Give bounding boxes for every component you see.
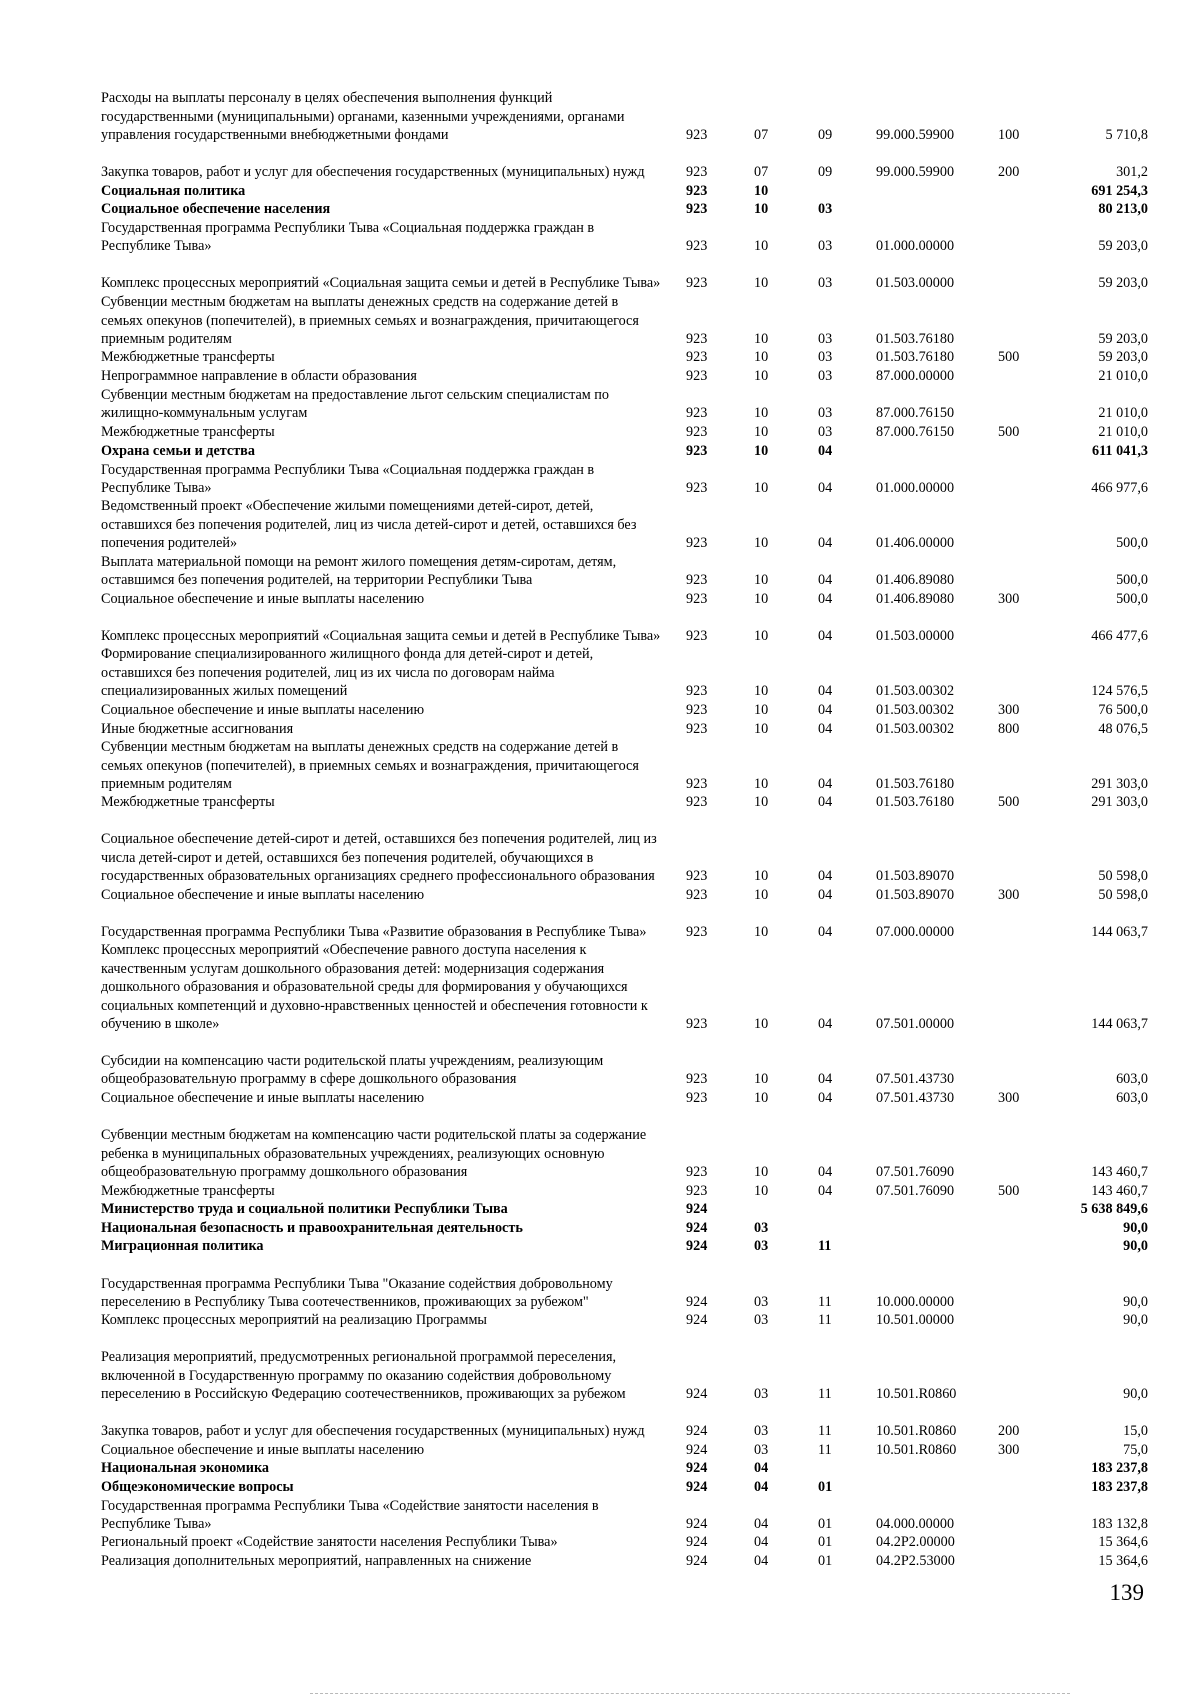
cell-target-article: 01.406.89080 [876,591,955,608]
cell-amount: 50 598,0 [1098,887,1148,904]
cell-amount: 466 477,6 [1091,628,1148,645]
cell-subsection-code: 03 [818,331,833,348]
cell-expense-type: 300 [998,887,1020,904]
cell-subsection-code: 03 [818,368,833,385]
cell-subsection-code: 04 [818,1090,833,1107]
cell-section-code: 10 [754,331,769,348]
cell-subsection-code: 04 [818,1016,833,1033]
cell-admin-code: 923 [686,1090,708,1107]
cell-section-code: 10 [754,405,769,422]
cell-amount: 143 460,7 [1091,1164,1148,1181]
cell-admin-code: 923 [686,868,708,885]
cell-admin-code: 924 [686,1479,708,1496]
cell-subsection-code: 11 [818,1294,832,1311]
cell-amount: 183 237,8 [1091,1479,1148,1496]
cell-amount: 59 203,0 [1098,275,1148,292]
row-description: Комплекс процессных мероприятий «Социальная защита семьи и детей в Республике Тыва» [101,628,661,645]
row-description: Национальная безопасность и правоохранительная деятельность [101,1220,523,1237]
cell-amount: 301,2 [1116,164,1148,181]
row-description: Комплекс процессных мероприятий на реализацию Программы [101,1312,487,1329]
cell-section-code: 03 [754,1442,769,1459]
cell-target-article: 01.503.00000 [876,275,955,292]
cell-target-article: 04.000.00000 [876,1516,955,1533]
row-description: Субвенции местным бюджетам на компенсацию части родительской платы за содержание ребенка в муниципальных образовательных учреждениях, реализующих основную общеобразовательную программу дошкольного образования [101,1127,647,1181]
cell-subsection-code: 11 [818,1238,832,1255]
cell-subsection-code: 03 [818,238,833,255]
cell-admin-code: 923 [686,480,708,497]
cell-amount: 48 076,5 [1098,721,1148,738]
row-description: Субвенции местным бюджетам на выплаты денежных средств на содержание детей в семьях опекунов (попечителей), в приемных семьях и вознаграждения, причитающегося приемным родителям [101,294,639,348]
row-description: Социальное обеспечение и иные выплаты населению [101,702,425,719]
cell-section-code: 10 [754,480,769,497]
cell-section-code: 10 [754,275,769,292]
cell-subsection-code: 01 [818,1553,833,1570]
cell-target-article: 01.503.00000 [876,628,955,645]
cell-target-article: 04.2P2.53000 [876,1553,955,1570]
cell-amount: 59 203,0 [1098,349,1148,366]
cell-subsection-code: 04 [818,794,833,811]
cell-subsection-code: 11 [818,1423,832,1440]
cell-admin-code: 923 [686,572,708,589]
cell-subsection-code: 04 [818,868,833,885]
page-number: 139 [1109,1580,1144,1605]
cell-subsection-code: 04 [818,1071,833,1088]
cell-amount: 603,0 [1116,1071,1148,1088]
cell-amount: 691 254,3 [1091,183,1148,200]
cell-admin-code: 924 [686,1220,708,1237]
row-description: Межбюджетные трансферты [101,1183,275,1200]
cell-admin-code: 923 [686,424,708,441]
cell-target-article: 01.406.89080 [876,572,955,589]
cell-target-article: 01.503.89070 [876,887,955,904]
cell-admin-code: 923 [686,368,708,385]
cell-section-code: 10 [754,368,769,385]
cell-admin-code: 924 [686,1534,708,1551]
cell-target-article: 01.000.00000 [876,480,955,497]
row-description: Социальное обеспечение и иные выплаты населению [101,1090,425,1107]
cell-amount: 90,0 [1123,1294,1148,1311]
cell-admin-code: 923 [686,238,708,255]
cell-amount: 291 303,0 [1091,794,1148,811]
cell-target-article: 01.503.89070 [876,868,955,885]
cell-target-article: 10.501.00000 [876,1312,955,1329]
cell-amount: 90,0 [1123,1238,1148,1255]
cell-subsection-code: 04 [818,591,833,608]
cell-target-article: 10.501.R0860 [876,1442,957,1459]
cell-admin-code: 923 [686,1164,708,1181]
cell-section-code: 10 [754,868,769,885]
row-description: Реализация мероприятий, предусмотренных региональной программой переселения, включенной в Государственную программу по оказанию содействия добровольному переселению в Российскую Федерацию соотечественников, проживающих за рубежом [101,1349,626,1403]
cell-amount: 603,0 [1116,1090,1148,1107]
cell-amount: 75,0 [1123,1442,1148,1459]
cell-section-code: 10 [754,1071,769,1088]
cell-section-code: 10 [754,683,769,700]
cell-section-code: 03 [754,1386,769,1403]
row-description: Расходы на выплаты персоналу в целях обеспечения выполнения функций государственными (муниципальными) органами, казенными учреждениями, органами управления государственными внебюджетными фондами [101,90,625,144]
cell-admin-code: 923 [686,628,708,645]
cell-subsection-code: 11 [818,1386,832,1403]
cell-amount: 144 063,7 [1091,924,1148,941]
row-description: Ведомственный проект «Обеспечение жилыми помещениями детей-сирот, детей, оставшихся без попечения родителей, лиц из числа детей-сирот и детей, оставшихся без попечения родителей» [101,498,637,552]
cell-amount: 5 638 849,6 [1080,1201,1148,1218]
cell-admin-code: 923 [686,721,708,738]
cell-admin-code: 923 [686,702,708,719]
cell-section-code: 10 [754,702,769,719]
cell-subsection-code: 04 [818,443,833,460]
cell-target-article: 01.503.76180 [876,794,955,811]
cell-amount: 500,0 [1116,591,1148,608]
cell-subsection-code: 01 [818,1534,833,1551]
cell-admin-code: 924 [686,1516,708,1533]
cell-section-code: 10 [754,443,769,460]
row-description: Социальное обеспечение и иные выплаты населению [101,1442,425,1459]
cell-section-code: 10 [754,183,769,200]
cell-subsection-code: 04 [818,1183,833,1200]
row-description: Государственная программа Республики Тыва «Социальная поддержка граждан в Республике Тыва» [101,219,595,255]
cell-subsection-code: 04 [818,535,833,552]
cell-subsection-code: 01 [818,1479,833,1496]
cell-section-code: 10 [754,1183,769,1200]
cell-admin-code: 923 [686,1071,708,1088]
cell-section-code: 10 [754,349,769,366]
cell-subsection-code: 04 [818,683,833,700]
cell-expense-type: 200 [998,1423,1020,1440]
cell-admin-code: 923 [686,776,708,793]
cell-section-code: 04 [754,1534,769,1551]
cell-subsection-code: 11 [818,1312,832,1329]
cell-admin-code: 923 [686,1183,708,1200]
row-description: Межбюджетные трансферты [101,424,275,441]
cell-admin-code: 923 [686,683,708,700]
cell-subsection-code: 04 [818,702,833,719]
cell-subsection-code: 04 [818,1164,833,1181]
cell-target-article: 04.2P2.00000 [876,1534,955,1551]
row-description: Иные бюджетные ассигнования [101,721,294,738]
row-description: Субвенции местным бюджетам на выплаты денежных средств на содержание детей в семьях опекунов (попечителей), в приемных семьях и вознаграждения, причитающегося приемным родителям [101,739,639,793]
cell-target-article: 01.406.00000 [876,535,955,552]
row-description: Закупка товаров, работ и услуг для обеспечения государственных (муниципальных) нужд [101,164,645,181]
cell-amount: 15,0 [1123,1423,1148,1440]
cell-section-code: 04 [754,1516,769,1533]
cell-admin-code: 924 [686,1553,708,1570]
cell-section-code: 10 [754,628,769,645]
cell-section-code: 03 [754,1294,769,1311]
cell-amount: 21 010,0 [1098,368,1148,385]
cell-amount: 500,0 [1116,572,1148,589]
cell-amount: 76 500,0 [1098,702,1148,719]
cell-admin-code: 923 [686,794,708,811]
cell-target-article: 07.501.00000 [876,1016,955,1033]
row-description: Государственная программа Республики Тыва «Социальная поддержка граждан в Республике Тыва» [101,461,595,497]
cell-amount: 15 364,6 [1098,1553,1148,1570]
cell-amount: 5 710,8 [1105,127,1148,144]
cell-section-code: 04 [754,1479,769,1496]
cell-section-code: 10 [754,794,769,811]
row-description: Социальное обеспечение детей-сирот и детей, оставшихся без попечения родителей, лиц из числа детей-сирот и детей, оставшихся без попечения родителей, обучающихся в государственных образовательных организациях среднего профессионального образования [101,831,657,885]
cell-amount: 500,0 [1116,535,1148,552]
cell-admin-code: 923 [686,201,708,218]
row-description: Межбюджетные трансферты [101,349,275,366]
cell-target-article: 99.000.59900 [876,164,955,181]
row-description: Министерство труда и социальной политики Республики Тыва [101,1201,508,1218]
cell-amount: 466 977,6 [1091,480,1148,497]
cell-admin-code: 924 [686,1386,708,1403]
cell-admin-code: 923 [686,535,708,552]
row-description: Национальная экономика [101,1460,270,1477]
cell-target-article: 07.501.76090 [876,1183,955,1200]
cell-subsection-code: 01 [818,1516,833,1533]
cell-expense-type: 300 [998,1090,1020,1107]
cell-target-article: 99.000.59900 [876,127,955,144]
cell-expense-type: 300 [998,591,1020,608]
cell-admin-code: 923 [686,127,708,144]
cell-section-code: 03 [754,1238,769,1255]
cell-admin-code: 923 [686,164,708,181]
cell-target-article: 01.503.00302 [876,721,955,738]
cell-expense-type: 300 [998,702,1020,719]
cell-section-code: 10 [754,721,769,738]
cell-section-code: 04 [754,1460,769,1477]
cell-admin-code: 923 [686,183,708,200]
cell-admin-code: 923 [686,443,708,460]
cell-target-article: 01.503.00302 [876,683,955,700]
cell-expense-type: 300 [998,1442,1020,1459]
cell-amount: 90,0 [1123,1312,1148,1329]
cell-admin-code: 923 [686,887,708,904]
row-description: Охрана семьи и детства [101,443,255,460]
scan-artifact-line [310,1693,1070,1694]
cell-section-code: 03 [754,1220,769,1237]
row-description: Социальное обеспечение и иные выплаты населению [101,887,425,904]
cell-target-article: 10.000.00000 [876,1294,955,1311]
cell-section-code: 10 [754,591,769,608]
cell-amount: 21 010,0 [1098,405,1148,422]
cell-amount: 50 598,0 [1098,868,1148,885]
cell-section-code: 07 [754,164,769,181]
cell-admin-code: 923 [686,331,708,348]
cell-section-code: 10 [754,572,769,589]
cell-expense-type: 500 [998,794,1020,811]
cell-amount: 21 010,0 [1098,424,1148,441]
cell-admin-code: 923 [686,1016,708,1033]
row-description: Государственная программа Республики Тыва «Содействие занятости населения в Республике Тыва» [101,1497,599,1533]
cell-expense-type: 500 [998,1183,1020,1200]
cell-target-article: 10.501.R0860 [876,1423,957,1440]
cell-expense-type: 500 [998,349,1020,366]
row-description: Государственная программа Республики Тыва "Оказание содействия добровольному переселению в Республику Тыва соотечественников, проживающих за рубежом" [101,1275,613,1311]
cell-target-article: 87.000.76150 [876,405,955,422]
cell-section-code: 10 [754,776,769,793]
cell-section-code: 10 [754,1164,769,1181]
cell-admin-code: 923 [686,349,708,366]
cell-admin-code: 923 [686,591,708,608]
cell-subsection-code: 03 [818,424,833,441]
cell-expense-type: 500 [998,424,1020,441]
cell-subsection-code: 09 [818,127,833,144]
cell-admin-code: 924 [686,1442,708,1459]
cell-amount: 144 063,7 [1091,1016,1148,1033]
cell-section-code: 10 [754,201,769,218]
cell-admin-code: 924 [686,1460,708,1477]
row-description: Непрограммное направление в области образования [101,368,417,385]
cell-admin-code: 924 [686,1238,708,1255]
cell-section-code: 10 [754,924,769,941]
cell-target-article: 01.000.00000 [876,238,955,255]
row-description: Социальная политика [101,183,246,200]
cell-target-article: 01.503.76180 [876,331,955,348]
row-description: Общеэкономические вопросы [101,1479,294,1496]
cell-subsection-code: 09 [818,164,833,181]
cell-expense-type: 800 [998,721,1020,738]
cell-target-article: 07.501.76090 [876,1164,955,1181]
cell-target-article: 07.000.00000 [876,924,955,941]
cell-section-code: 03 [754,1423,769,1440]
cell-admin-code: 924 [686,1201,708,1218]
cell-subsection-code: 04 [818,572,833,589]
cell-admin-code: 924 [686,1294,708,1311]
cell-target-article: 01.503.00302 [876,702,955,719]
row-description: Закупка товаров, работ и услуг для обеспечения государственных (муниципальных) нужд [101,1423,645,1440]
cell-section-code: 10 [754,1016,769,1033]
cell-target-article: 07.501.43730 [876,1090,955,1107]
cell-subsection-code: 04 [818,887,833,904]
cell-amount: 143 460,7 [1091,1183,1148,1200]
row-description: Выплата материальной помощи на ремонт жилого помещения детям-сиротам, детям, оставшимся без попечения родителей, на территории Республики Тыва [101,553,617,589]
row-description: Миграционная политика [101,1238,264,1255]
cell-subsection-code: 04 [818,480,833,497]
cell-section-code: 04 [754,1553,769,1570]
cell-subsection-code: 03 [818,201,833,218]
row-description: Реализация дополнительных мероприятий, направленных на снижение [101,1553,532,1570]
cell-amount: 90,0 [1123,1220,1148,1237]
cell-amount: 90,0 [1123,1386,1148,1403]
cell-amount: 15 364,6 [1098,1534,1148,1551]
cell-target-article: 10.501.R0860 [876,1386,957,1403]
cell-admin-code: 924 [686,1423,708,1440]
cell-amount: 59 203,0 [1098,238,1148,255]
row-description: Субсидии на компенсацию части родительской платы учреждениям, реализующим общеобразовательную программу в сфере дошкольного образования [101,1052,604,1088]
cell-admin-code: 923 [686,275,708,292]
cell-section-code: 10 [754,1090,769,1107]
cell-amount: 80 213,0 [1098,201,1148,218]
row-description: Социальное обеспечение населения [101,201,331,218]
row-description: Субвенции местным бюджетам на предоставление льгот сельским специалистам по жилищно-коммунальным услугам [101,386,609,422]
cell-section-code: 10 [754,238,769,255]
cell-admin-code: 924 [686,1312,708,1329]
row-description: Социальное обеспечение и иные выплаты населению [101,591,425,608]
cell-subsection-code: 04 [818,776,833,793]
row-description: Формирование специализированного жилищного фонда для детей-сирот и детей, оставшихся без попечения родителей, лиц из их числа по договорам найма специализированных жилых помещений [101,646,594,700]
cell-amount: 291 303,0 [1091,776,1148,793]
cell-expense-type: 100 [998,127,1020,144]
cell-section-code: 10 [754,535,769,552]
cell-subsection-code: 03 [818,405,833,422]
cell-section-code: 07 [754,127,769,144]
row-description: Комплекс процессных мероприятий «Социальная защита семьи и детей в Республике Тыва» [101,275,661,292]
cell-subsection-code: 03 [818,349,833,366]
cell-subsection-code: 04 [818,628,833,645]
cell-amount: 183 237,8 [1091,1460,1148,1477]
cell-subsection-code: 03 [818,275,833,292]
cell-target-article: 87.000.76150 [876,424,955,441]
cell-section-code: 10 [754,887,769,904]
cell-admin-code: 923 [686,405,708,422]
cell-target-article: 01.503.76180 [876,349,955,366]
cell-target-article: 07.501.43730 [876,1071,955,1088]
row-description: Комплекс процессных мероприятий «Обеспечение равного доступа населения к качественным услугам дошкольного образования детей: модернизация содержания дошкольного образования и образовательной среды для формирования у обучающихся социальных компетенций и духовно-нравственных ценностей и обеспечения готовности к обучению в школе» [101,942,648,1033]
cell-amount: 611 041,3 [1092,443,1148,460]
cell-target-article: 87.000.00000 [876,368,955,385]
row-description: Региональный проект «Содействие занятости населения Республики Тыва» [101,1534,558,1551]
row-description: Государственная программа Республики Тыва «Развитие образования в Республике Тыва» [101,924,647,941]
cell-section-code: 03 [754,1312,769,1329]
cell-expense-type: 200 [998,164,1020,181]
cell-target-article: 01.503.76180 [876,776,955,793]
cell-subsection-code: 04 [818,721,833,738]
cell-amount: 183 132,8 [1091,1516,1148,1533]
cell-amount: 59 203,0 [1098,331,1148,348]
cell-admin-code: 923 [686,924,708,941]
cell-section-code: 10 [754,424,769,441]
row-description: Межбюджетные трансферты [101,794,275,811]
cell-amount: 124 576,5 [1091,683,1148,700]
cell-subsection-code: 04 [818,924,833,941]
cell-subsection-code: 11 [818,1442,832,1459]
